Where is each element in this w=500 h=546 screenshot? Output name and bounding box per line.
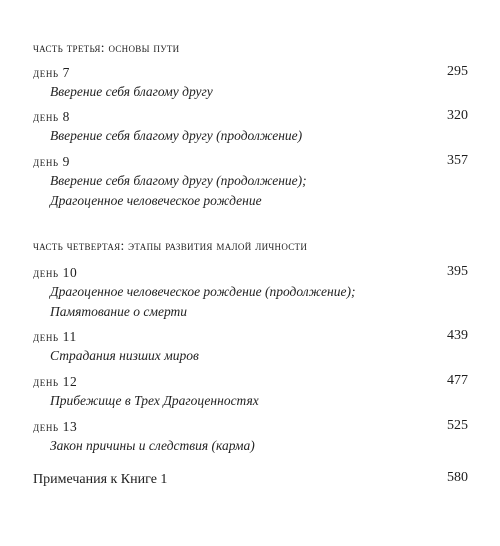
day-label: день 7 xyxy=(33,65,71,80)
entry-subtitle: Вверение себя благому другу (продолжение) xyxy=(50,128,303,143)
entry-subtitle: Памятование о смерти xyxy=(50,304,188,319)
toc-entry-day-9[interactable] xyxy=(33,153,468,211)
page-number: 580 xyxy=(447,470,468,485)
toc-entry-day-8[interactable] xyxy=(33,108,468,146)
day-label: день 10 xyxy=(33,265,78,280)
toc-entry-day-12[interactable] xyxy=(33,373,468,411)
page-number: 477 xyxy=(447,373,468,388)
entry-subtitle: Драгоценное человеческое рождение xyxy=(50,193,262,208)
page-number: 525 xyxy=(447,418,468,433)
notes-label: Примечания к Книге 1 xyxy=(33,472,168,487)
toc-entry-day-7[interactable] xyxy=(33,64,468,102)
toc-entry-notes[interactable] xyxy=(33,470,468,490)
entry-subtitle: Закон причины и следствия (карма) xyxy=(50,438,255,453)
toc-entry-day-10[interactable] xyxy=(33,264,468,322)
day-label: день 8 xyxy=(33,109,71,124)
page-number: 320 xyxy=(447,108,468,123)
toc-entry-day-13[interactable] xyxy=(33,418,468,456)
day-label: день 12 xyxy=(33,374,78,389)
part-three-heading: часть третья: основы пути xyxy=(33,40,180,55)
entry-subtitle: Драгоценное человеческое рождение (продолжение); xyxy=(50,284,356,299)
day-label: день 11 xyxy=(33,329,77,344)
toc-entry-day-11[interactable] xyxy=(33,328,468,366)
page-number: 357 xyxy=(447,153,468,168)
entry-subtitle: Прибежище в Трех Драгоценностях xyxy=(50,393,259,408)
page-number: 395 xyxy=(447,264,468,279)
page-number: 295 xyxy=(447,64,468,79)
day-label: день 13 xyxy=(33,419,78,434)
entry-subtitle: Страдания низших миров xyxy=(50,348,199,363)
page-number: 439 xyxy=(447,328,468,343)
entry-subtitle: Вверение себя благому другу (продолжение); xyxy=(50,173,307,188)
day-label: день 9 xyxy=(33,154,71,169)
part-four-heading: часть четвертая: этапы развития малой личности xyxy=(33,238,308,253)
entry-subtitle: Вверение себя благому другу xyxy=(50,84,213,99)
